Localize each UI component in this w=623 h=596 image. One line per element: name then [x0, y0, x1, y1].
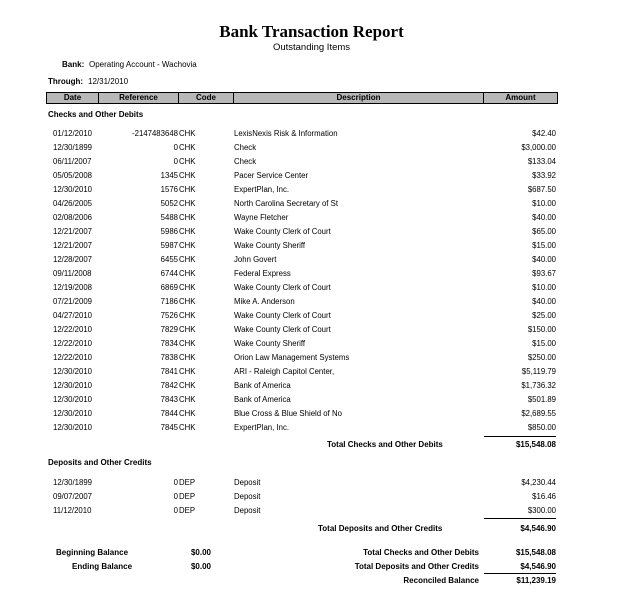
col-description: Description	[336, 93, 381, 102]
row-description: ExpertPlan, Inc.	[234, 185, 290, 194]
row-description: Pacer Service Center	[234, 171, 309, 180]
row-description: ARI - Raleigh Capitol Center,	[234, 367, 335, 376]
table-row	[0, 379, 623, 393]
row-description: Check	[234, 157, 257, 166]
row-amount: $40.00	[532, 297, 556, 306]
row-reference: 7526	[160, 311, 178, 320]
reconciled-label: Reconciled Balance	[403, 576, 479, 585]
ending-balance-label: Ending Balance	[72, 562, 133, 571]
row-amount: $10.00	[532, 199, 556, 208]
row-code: CHK	[179, 283, 196, 292]
row-description: Wake County Clerk of Court	[234, 283, 331, 292]
report-title: Bank Transaction Report	[219, 22, 404, 41]
summary-checks-value: $15,548.08	[515, 548, 556, 557]
row-code: DEP	[179, 478, 196, 487]
beginning-balance-value: $0.00	[190, 548, 211, 557]
row-date: 12/30/2010	[53, 423, 93, 432]
row-code: CHK	[179, 171, 196, 180]
row-code: CHK	[179, 297, 196, 306]
col-reference: Reference	[119, 93, 158, 102]
deposits-total-rule	[484, 518, 556, 519]
row-reference: 5488	[160, 213, 178, 222]
row-date: 09/07/2007	[53, 492, 93, 501]
col-date: Date	[63, 93, 82, 102]
row-amount: $40.00	[532, 255, 556, 264]
row-description: ExpertPlan, Inc.	[234, 423, 290, 432]
row-amount: $300.00	[527, 506, 556, 515]
row-description: Bank of America	[234, 395, 291, 404]
row-reference: 7834	[160, 339, 178, 348]
row-description: Wayne Fletcher	[234, 213, 289, 222]
row-code: CHK	[179, 269, 196, 278]
table-row	[0, 351, 623, 365]
row-description: Blue Cross & Blue Shield of No	[234, 409, 342, 418]
row-amount: $25.00	[532, 311, 556, 320]
row-code: CHK	[179, 367, 196, 376]
row-date: 12/30/2010	[53, 381, 93, 390]
row-date: 12/22/2010	[53, 339, 93, 348]
table-row	[0, 239, 623, 253]
table-row	[0, 309, 623, 323]
row-reference: 5052	[160, 199, 178, 208]
row-description: Wake County Sheriff	[234, 241, 306, 250]
summary-checks-label: Total Checks and Other Debits	[363, 548, 479, 557]
row-date: 06/11/2007	[53, 157, 92, 166]
row-reference: 6744	[160, 269, 178, 278]
report-subtitle: Outstanding Items	[272, 42, 351, 53]
through-value: 12/31/2010	[88, 77, 129, 86]
table-row	[0, 169, 623, 183]
row-reference: 7838	[160, 353, 178, 362]
row-reference: 0	[173, 478, 178, 487]
row-amount: $10.00	[532, 283, 556, 292]
row-amount: $15.00	[532, 241, 556, 250]
table-row	[0, 337, 623, 351]
reconciled-value: $11,239.19	[516, 576, 556, 585]
row-date: 12/19/2008	[53, 283, 93, 292]
ending-balance-value: $0.00	[190, 562, 211, 571]
row-amount: $33.92	[532, 171, 556, 180]
row-amount: $65.00	[532, 227, 556, 236]
bank-value: Operating Account - Wachovia	[89, 60, 197, 69]
row-amount: $40.00	[532, 213, 556, 222]
row-reference: 5987	[160, 241, 178, 250]
table-row	[0, 490, 623, 504]
row-description: Wake County Clerk of Court	[234, 227, 331, 236]
row-code: CHK	[179, 409, 196, 418]
row-reference: 1576	[160, 185, 178, 194]
table-row	[0, 225, 623, 239]
row-reference: 6455	[160, 255, 178, 264]
row-amount: $850.00	[527, 423, 556, 432]
row-code: CHK	[179, 353, 196, 362]
table-row	[0, 127, 623, 141]
row-code: CHK	[179, 255, 196, 264]
table-row	[0, 407, 623, 421]
row-description: Deposit	[234, 478, 261, 487]
table-row	[0, 504, 623, 518]
row-description: Wake County Clerk of Court	[234, 325, 331, 334]
row-date: 07/21/2009	[53, 297, 93, 306]
table-row	[0, 421, 623, 435]
row-amount: $501.89	[527, 395, 556, 404]
row-date: 12/30/2010	[53, 367, 93, 376]
row-date: 12/21/2007	[53, 241, 93, 250]
row-code: CHK	[179, 143, 196, 152]
row-code: DEP	[179, 506, 196, 515]
table-row	[0, 281, 623, 295]
row-code: CHK	[179, 227, 196, 236]
row-description: North Carolina Secretary of St	[234, 199, 339, 208]
row-reference: 7842	[160, 381, 178, 390]
table-row	[0, 393, 623, 407]
table-row	[0, 211, 623, 225]
checks-total-value: $15,548.08	[515, 440, 556, 449]
row-description: Wake County Clerk of Court	[234, 311, 331, 320]
row-reference: 0	[173, 506, 178, 515]
row-code: CHK	[179, 311, 196, 320]
row-amount: $93.67	[532, 269, 556, 278]
table-row	[0, 155, 623, 169]
table-row	[0, 267, 623, 281]
table-row	[0, 141, 623, 155]
row-date: 12/22/2010	[53, 325, 93, 334]
row-date: 12/22/2010	[53, 353, 93, 362]
row-reference: 0	[173, 143, 178, 152]
deposits-total-label: Total Deposits and Other Credits	[318, 524, 443, 533]
row-code: CHK	[179, 381, 196, 390]
row-description: Orion Law Management Systems	[234, 353, 350, 362]
summary-deposits-value: $4,546.90	[520, 562, 556, 571]
row-code: DEP	[179, 492, 196, 501]
row-description: Wake County Sheriff	[234, 339, 306, 348]
row-amount: $250.00	[527, 353, 556, 362]
row-date: 12/30/1899	[53, 143, 93, 152]
table-row	[0, 295, 623, 309]
row-description: Check	[234, 143, 257, 152]
row-amount: $3,000.00	[521, 143, 556, 152]
row-date: 12/28/2007	[53, 255, 93, 264]
row-description: Bank of America	[234, 381, 291, 390]
row-description: Deposit	[234, 492, 261, 501]
row-code: CHK	[179, 395, 196, 404]
row-code: CHK	[179, 185, 196, 194]
row-code: CHK	[179, 325, 196, 334]
row-reference: 7843	[160, 395, 178, 404]
table-row	[0, 323, 623, 337]
row-code: CHK	[179, 157, 196, 166]
table-row	[0, 253, 623, 267]
row-reference: -2147483648	[132, 129, 178, 138]
row-amount: $4,230.44	[521, 478, 556, 487]
summary-deposits-label: Total Deposits and Other Credits	[354, 562, 479, 571]
deposits-total-value: $4,546.90	[520, 524, 556, 533]
beginning-balance-label: Beginning Balance	[56, 548, 129, 557]
column-header	[46, 92, 558, 104]
row-reference: 7186	[160, 297, 178, 306]
table-row	[0, 365, 623, 379]
row-date: 12/30/2010	[53, 395, 93, 404]
row-reference: 7829	[160, 325, 178, 334]
row-reference: 5986	[160, 227, 178, 236]
row-description: Deposit	[234, 506, 261, 515]
table-row	[0, 197, 623, 211]
table-row	[0, 476, 623, 490]
row-amount: $2,689.55	[521, 409, 556, 418]
row-reference: 7844	[160, 409, 178, 418]
reconciled-rule	[484, 573, 556, 574]
table-row	[0, 183, 623, 197]
row-reference: 0	[173, 157, 178, 166]
row-amount: $42.40	[532, 129, 556, 138]
row-code: CHK	[179, 213, 196, 222]
row-code: CHK	[179, 241, 196, 250]
row-reference: 7845	[160, 423, 178, 432]
row-date: 12/21/2007	[53, 227, 93, 236]
row-date: 09/11/2008	[53, 269, 92, 278]
row-amount: $15.00	[532, 339, 556, 348]
row-date: 12/30/1899	[53, 478, 93, 487]
bank-label: Bank:	[62, 60, 85, 69]
row-date: 04/27/2010	[53, 311, 93, 320]
row-description: Mike A. Anderson	[234, 297, 295, 306]
row-date: 01/12/2010	[53, 129, 93, 138]
row-date: 12/30/2010	[53, 409, 93, 418]
row-date: 02/08/2006	[53, 213, 93, 222]
row-amount: $687.50	[527, 185, 556, 194]
row-date: 04/26/2005	[53, 199, 93, 208]
row-code: CHK	[179, 129, 196, 138]
row-date: 12/30/2010	[53, 185, 93, 194]
row-code: CHK	[179, 423, 196, 432]
row-description: John Govert	[234, 255, 277, 264]
row-amount: $1,736.32	[521, 381, 556, 390]
row-description: Federal Express	[234, 269, 291, 278]
col-amount: Amount	[505, 93, 536, 102]
row-date: 11/12/2010	[53, 506, 92, 515]
row-code: CHK	[179, 199, 196, 208]
row-code: CHK	[179, 339, 196, 348]
col-code: Code	[196, 93, 216, 102]
checks-total-label: Total Checks and Other Debits	[327, 440, 443, 449]
row-reference: 0	[173, 492, 178, 501]
deposits-heading: Deposits and Other Credits	[48, 458, 152, 467]
through-label: Through:	[48, 77, 84, 86]
row-reference: 1345	[160, 171, 178, 180]
checks-total-rule	[484, 436, 556, 437]
row-amount: $150.00	[527, 325, 556, 334]
checks-heading: Checks and Other Debits	[48, 110, 144, 119]
row-reference: 7841	[160, 367, 178, 376]
row-amount: $16.46	[532, 492, 556, 501]
row-amount: $5,119.79	[521, 367, 556, 376]
row-reference: 6869	[160, 283, 178, 292]
row-amount: $133.04	[527, 157, 556, 166]
row-date: 05/05/2008	[53, 171, 93, 180]
row-description: LexisNexis Risk & Information	[234, 129, 338, 138]
